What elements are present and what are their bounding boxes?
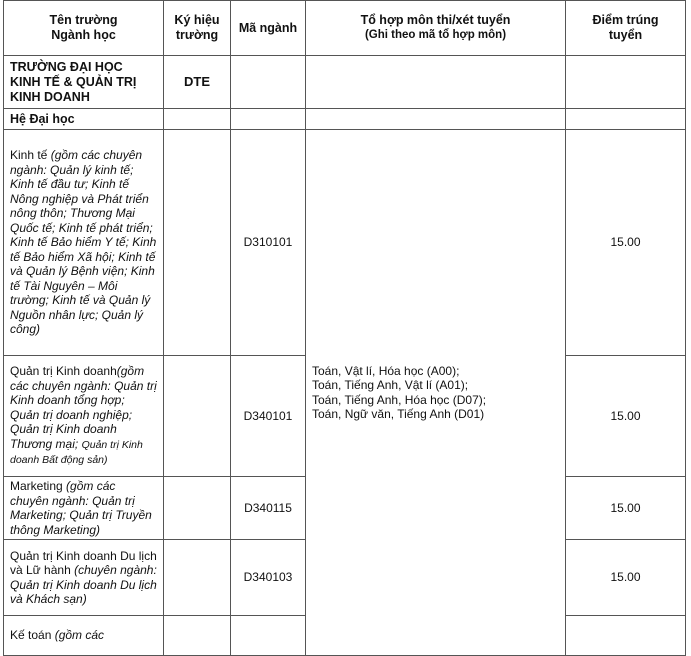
header-school-symbol: Ký hiệu trường (164, 1, 231, 56)
level-label: Hệ Đại học (4, 109, 164, 130)
major-name: Marketing (gồm các chuyên ngành: Quản trị Marketing; Quản trị Truyền thông Marketing) (4, 477, 164, 540)
header-subject-combo: Tổ hợp môn thi/xét tuyển (Ghi theo mã tổ hợp môn) (306, 1, 566, 56)
major-name: Kinh tế (gồm các chuyên ngành: Quản lý kinh tế; Kinh tế đầu tư; Kinh tế Nông nghiệp và Phát triển nông thôn; Thương Mại Quốc tế; Kinh tế phát triển; Kinh tế Bảo hiểm Y tế; Kinh tế Bảo hiểm Xã hội; Kinh tế và Quản lý Bệnh viện; Kinh tế Tài Nguyên – Môi trường; Kinh tế và Quản lý Nguồn nhân lực; Quản lý công) (4, 130, 164, 356)
header-admission-score: Điểm trúng tuyển (566, 1, 686, 56)
admission-score: 15.00 (566, 130, 686, 356)
header-school-major: Tên trường Ngành học (4, 1, 164, 56)
major-code: D340101 (231, 356, 306, 477)
combo-line: Toán, Ngữ văn, Tiếng Anh (D01) (312, 407, 485, 421)
admission-score: 15.00 (566, 540, 686, 616)
empty-cell (164, 109, 231, 130)
school-code: DTE (164, 56, 231, 109)
combo-line: Toán, Vật lí, Hóa học (A00); (312, 363, 460, 378)
empty-cell (164, 540, 231, 616)
table-header-row (4, 1, 686, 56)
admission-score: 15.00 (566, 356, 686, 477)
empty-cell (164, 356, 231, 477)
admission-score (566, 616, 686, 656)
major-name: Quản trị Kinh doanh Du lịch và Lữ hành (chuyên ngành: Quản trị Kinh doanh Du lịch và Khách sạn) (4, 540, 164, 616)
admission-score: 15.00 (566, 477, 686, 540)
empty-cell (164, 616, 231, 656)
school-name: TRƯỜNG ĐẠI HỌC KINH TẾ & QUẢN TRỊ KINH DOANH (4, 56, 164, 109)
major-code: D340103 (231, 540, 306, 616)
empty-cell (566, 109, 686, 130)
empty-cell (306, 109, 566, 130)
table-row (4, 130, 686, 356)
level-row (4, 109, 686, 130)
empty-cell (231, 109, 306, 130)
major-name: Kế toán (gồm các (4, 616, 164, 656)
major-name: Quản trị Kinh doanh(gồm các chuyên ngành: Quản trị Kinh doanh tổng hợp; Quản trị doanh nghiệp; Quản trị Kinh doanh Thương mại; Quản trị Kinh doanh Bất động sản) (4, 356, 164, 477)
empty-cell (306, 56, 566, 109)
subject-combos (306, 130, 566, 656)
admission-score-table (3, 0, 686, 656)
header-major-code: Mã ngành (231, 1, 306, 56)
major-code: D340115 (231, 477, 306, 540)
combo-line: Toán, Tiếng Anh, Vật lí (A01); (312, 378, 469, 392)
empty-cell (164, 130, 231, 356)
combo-line: Toán, Tiếng Anh, Hóa học (D07); (312, 392, 487, 407)
major-code: D310101 (231, 130, 306, 356)
school-row (4, 56, 686, 109)
empty-cell (164, 477, 231, 540)
empty-cell (231, 56, 306, 109)
major-code (231, 616, 306, 656)
empty-cell (566, 56, 686, 109)
